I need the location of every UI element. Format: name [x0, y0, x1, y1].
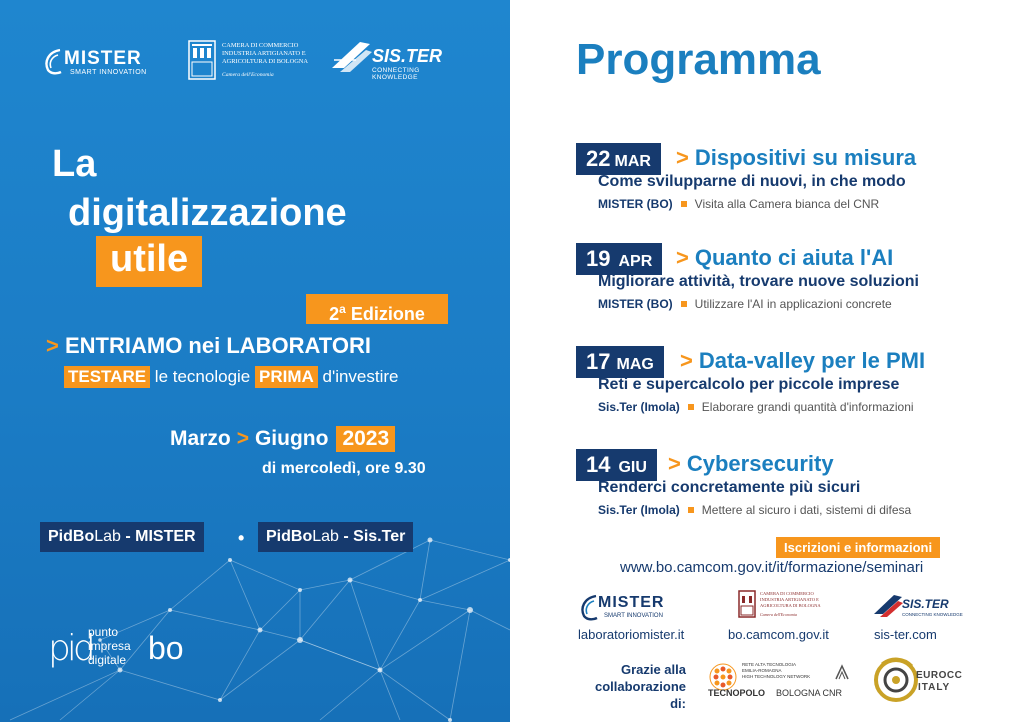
schedule-text: di mercoledì, ore 9.30 — [262, 460, 426, 477]
camera-di-commercio-logo — [188, 40, 323, 86]
lab-prefix-light: Lab — [312, 528, 339, 545]
event-day: 19 — [586, 246, 611, 271]
event-month: APR — [618, 253, 653, 270]
lab-prefix-bold: PidBo — [266, 528, 313, 545]
headline-arrow: > — [46, 333, 59, 358]
event-date — [576, 143, 661, 175]
partner-sister-tagline: CONNECTING KNOWLEDGE — [902, 612, 963, 617]
tagline-middle: le tecnologie — [150, 367, 255, 386]
date-range — [170, 426, 395, 452]
info-label: Iscrizioni e informazioni — [776, 537, 940, 558]
event-arrow: > — [680, 348, 693, 373]
eurocc-italy-logo — [872, 656, 972, 704]
event-title — [676, 245, 893, 271]
camera-logo-line-2: INDUSTRIA ARTIGIANATO E — [222, 50, 306, 57]
tagline-box-testare: TESTARE — [64, 366, 150, 388]
event-location — [598, 197, 879, 211]
edition-number: 2 — [329, 304, 340, 324]
tecnopolo-logo — [708, 660, 858, 700]
tecnopolo-small-3: HIGH TECHNOLOGY NETWORK — [742, 674, 811, 679]
event-description: Elaborare grandi quantità d'informazioni — [701, 400, 914, 414]
event-date — [576, 449, 657, 481]
crest-icon — [188, 40, 216, 80]
tecnopolo-small-2: EMILIA-ROMAGNA — [742, 668, 782, 673]
tagline — [64, 366, 399, 388]
crest-icon — [738, 590, 756, 618]
partner-site-camera-link[interactable]: bo.camcom.gov.it — [728, 627, 829, 642]
lab-name: - MISTER — [120, 528, 196, 545]
event-day: 17 — [586, 349, 611, 374]
lab-name: - Sis.Ter — [338, 528, 406, 545]
partner-logo-sister — [872, 590, 972, 624]
date-end: Giugno — [254, 427, 329, 450]
collaboration-label: Grazie alla collaborazione di: — [594, 662, 686, 711]
event-month: GIU — [618, 459, 647, 476]
event-location — [598, 400, 914, 414]
partner-mister-name: MISTER — [598, 594, 665, 611]
date-arrow: > — [236, 427, 249, 450]
partner-camera-line-3: AGRICOLTURA DI BOLOGNA — [760, 603, 821, 608]
pid-mark: pid — [48, 628, 92, 669]
partner-site-mister-link[interactable]: laboratoriomister.it — [578, 627, 685, 642]
partner-camera-line-1: CAMERA DI COMMERCIO — [760, 591, 814, 596]
eurocc-circle-icon — [872, 656, 920, 704]
partner-site-sister-link[interactable]: sis-ter.com — [874, 627, 937, 642]
event-day: 14 — [586, 452, 611, 477]
partner-mister-tagline: SMART INNOVATION — [604, 613, 663, 619]
event-arrow: > — [668, 451, 681, 476]
partner-camera-tagline: Camera dell'Economia — [760, 612, 797, 617]
event-location — [598, 297, 892, 311]
eurocc-line-1: EUROCC — [916, 670, 963, 681]
bullet-square-icon — [681, 301, 687, 307]
event-location — [598, 503, 911, 517]
event-title — [680, 348, 925, 374]
mister-swoosh-icon — [42, 46, 64, 76]
title-line-1: La — [52, 143, 97, 185]
edition-badge — [306, 294, 448, 324]
camera-logo-line-3: AGRICOLTURA DI BOLOGNA — [222, 58, 309, 65]
sister-wing-icon — [330, 38, 374, 74]
tecnopolo-small-1: RETE ALTA TECNOLOGIA — [742, 662, 797, 667]
event-item — [576, 449, 996, 539]
event-place: MISTER (BO) — [598, 197, 673, 211]
event-arrow: > — [676, 245, 689, 270]
event-month: MAG — [616, 356, 654, 373]
event-title — [668, 451, 834, 477]
event-place: MISTER (BO) — [598, 297, 673, 311]
edition-suffix: a — [339, 302, 346, 316]
event-title — [676, 145, 916, 171]
event-subtitle: Renderci concretamente più sicuri — [598, 479, 861, 496]
tecnopolo-city: BOLOGNA CNR — [776, 688, 843, 698]
date-start: Marzo — [170, 427, 231, 450]
mister-logo — [42, 42, 162, 82]
tagline-end: d'investire — [317, 367, 399, 386]
date-year: 2023 — [336, 426, 395, 452]
event-subtitle: Migliorare attività, trovare nuove soluzioni — [598, 273, 919, 290]
title-line-2: digitalizzazione — [68, 192, 347, 234]
headline — [46, 333, 371, 359]
event-description: Mettere al sicuro i dati, sistemi di difesa — [701, 503, 912, 517]
pid-line-3: digitale — [88, 653, 127, 667]
event-description: Visita alla Camera bianca del CNR — [694, 197, 880, 211]
edition-label: Edizione — [345, 304, 425, 324]
event-title-text: Dispositivi su misura — [694, 145, 917, 170]
lab-badge-sister — [258, 522, 413, 552]
lab-badge-mister — [40, 522, 204, 552]
event-title-text: Cybersecurity — [686, 451, 834, 476]
sister-wing-icon — [872, 592, 904, 618]
info-url-link[interactable]: www.bo.camcom.gov.it/it/formazione/seminari — [620, 559, 924, 576]
event-description: Utilizzare l'AI in applicazioni concrete — [694, 297, 892, 311]
event-subtitle: Come svilupparne di nuovi, in che modo — [598, 173, 906, 190]
event-subtitle: Reti e supercalcolo per piccole imprese — [598, 376, 900, 393]
eurocc-line-2: ITALY — [918, 682, 951, 693]
event-title-text: Quanto ci aiuta l'AI — [694, 245, 894, 270]
program-title: Programma — [576, 35, 821, 84]
event-date — [576, 346, 664, 378]
bullet-square-icon — [681, 201, 687, 207]
lab-separator: • — [238, 528, 245, 548]
mister-logo-name: MISTER — [64, 48, 142, 69]
pid-line-1: punto — [88, 625, 119, 639]
headline-text: ENTRIAMO nei LABORATORI — [64, 333, 371, 358]
lab-prefix-light: Lab — [94, 528, 121, 545]
tecnopolo-name: TECNOPOLO — [708, 688, 766, 698]
camera-logo-tagline: Camera dell'Economia — [222, 72, 274, 78]
tagline-box-prima: PRIMA — [255, 366, 318, 388]
bullet-square-icon — [688, 507, 694, 513]
punto-impresa-digitale-logo — [48, 625, 228, 675]
sister-logo — [330, 36, 460, 82]
promo-panel — [0, 0, 510, 722]
lab-prefix-bold: PidBo — [48, 528, 95, 545]
event-title-text: Data-valley per le PMI — [698, 348, 926, 373]
partner-logo-camera — [738, 590, 848, 624]
sister-logo-tagline: CONNECTING KNOWLEDGE — [372, 67, 420, 81]
event-item — [576, 143, 996, 233]
pid-line-2: impresa — [88, 639, 131, 653]
mister-logo-tagline: SMART INNOVATION — [70, 69, 147, 76]
partner-camera-line-2: INDUSTRIA ARTIGIANATO E — [760, 597, 819, 602]
camera-logo-line-1: CAMERA DI COMMERCIO — [222, 42, 299, 49]
mister-swoosh-icon — [578, 592, 600, 622]
partner-logo-mister — [578, 590, 688, 624]
bullet-square-icon — [688, 404, 694, 410]
event-item — [576, 346, 996, 436]
event-date — [576, 243, 662, 275]
title-highlight: utile — [96, 236, 202, 287]
partner-sister-name: SIS.TER — [902, 597, 949, 611]
event-item — [576, 243, 996, 333]
event-month: MAR — [614, 153, 651, 170]
pid-city: bo — [148, 630, 184, 666]
event-place: Sis.Ter (Imola) — [598, 503, 680, 517]
event-arrow: > — [676, 145, 689, 170]
sister-logo-name: SIS.TER — [372, 46, 443, 66]
event-day: 22 — [586, 146, 611, 171]
arch-icon — [834, 664, 850, 680]
event-place: Sis.Ter (Imola) — [598, 400, 680, 414]
